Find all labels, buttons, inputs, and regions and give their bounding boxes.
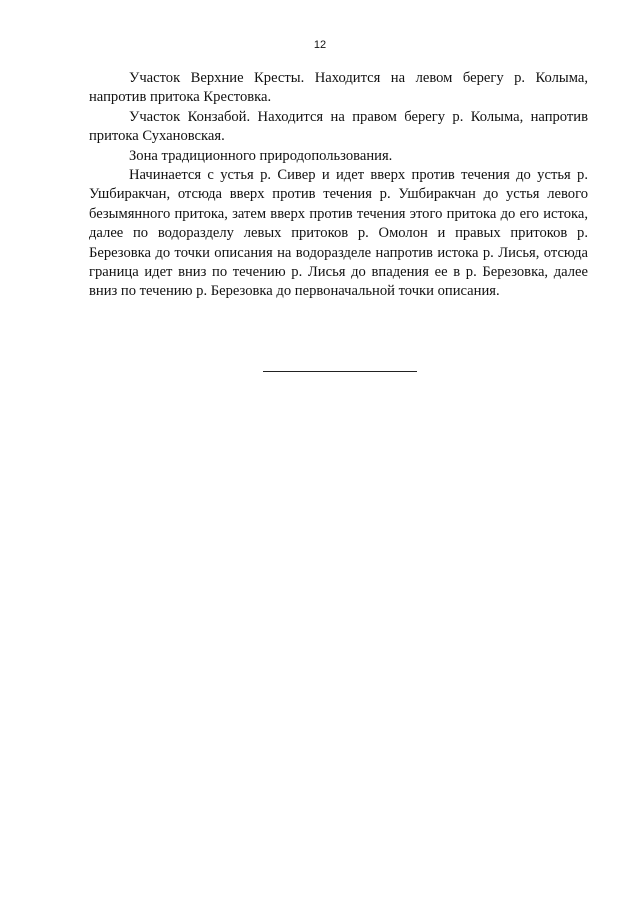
- paragraph-boundary-description: Начинается с устья р. Сивер и идет вверх против течения до устья р. Ушбиракчан, отсюда вверх против течения р. Ушбиракчан до устья левого безымянного притока, затем вверх против течения этого притока до его истока, далее по водоразделу левых притоков р. Омолон и правых притоков р. Березовка до точки описания на водоразделе напротив истока р. Лисья, отсюда граница идет вниз по течению р. Лисья до впадения ее в р. Березовка, далее вниз по течению р. Березовка до первоначальной точки описания.: [89, 167, 588, 300]
- document-body: [89, 69, 588, 302]
- paragraph-konzaboy: Участок Конзабой. Находится на правом берегу р. Колыма, напротив притока Сухановская.: [89, 108, 588, 145]
- paragraph-verkhnie-kresty: Участок Верхние Кресты. Находится на левом берегу р. Колыма, напротив притока Крестовка.: [89, 70, 588, 106]
- page-number: 12: [313, 39, 327, 51]
- section-end-divider: [263, 371, 417, 372]
- paragraph-zone-heading: Зона традиционного природопользования.: [129, 147, 393, 164]
